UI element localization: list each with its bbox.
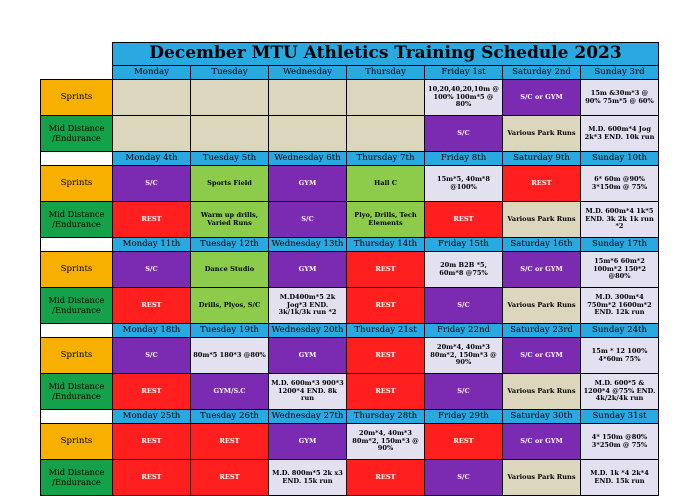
session-cell: GYM xyxy=(269,252,347,288)
session-cell: GYM xyxy=(269,338,347,374)
row-spacer xyxy=(41,410,113,424)
session-cell: M.D. 600m*3 900*3 1200*4 END. 8k run xyxy=(269,374,347,410)
corner-blank xyxy=(41,43,113,66)
week-header-row xyxy=(41,152,659,166)
session-cell: REST xyxy=(113,374,191,410)
session-cell: M.D. 1k *4 2k*4 END. 15k run xyxy=(581,460,659,496)
training-schedule-table xyxy=(40,42,659,496)
week-header-row xyxy=(41,238,659,252)
day-header: Tuesday 12th xyxy=(191,238,269,252)
day-header: Wednesday 13th xyxy=(269,238,347,252)
session-cell: REST xyxy=(503,166,581,202)
session-cell: S/C xyxy=(113,252,191,288)
session-cell: GYM xyxy=(269,166,347,202)
session-cell: Plyo, Drills, Tech Elements xyxy=(347,202,425,238)
mid-row xyxy=(41,288,659,324)
sprints-label: Sprints xyxy=(41,424,113,460)
session-cell: 20m*4, 40m*3 80m*2, 150m*3 @ 90% xyxy=(347,424,425,460)
session-cell xyxy=(347,116,425,152)
session-cell: M.D. 600*5 & 1200*4 @75% END. 4k/2k/4k run xyxy=(581,374,659,410)
session-cell: 80m*5 180*3 @80% xyxy=(191,338,269,374)
day-header: Wednesday 27th xyxy=(269,410,347,424)
session-cell xyxy=(347,80,425,116)
day-header: Friday 29th xyxy=(425,410,503,424)
day-header: Friday 15th xyxy=(425,238,503,252)
session-cell xyxy=(191,80,269,116)
session-cell: S/C xyxy=(425,374,503,410)
session-cell: 15m * 12 100% 4*60m 75% xyxy=(581,338,659,374)
day-header: Monday 25th xyxy=(113,410,191,424)
session-cell: S/C xyxy=(425,116,503,152)
session-cell: S/C xyxy=(425,288,503,324)
session-cell: REST xyxy=(347,460,425,496)
session-cell: S/C or GYM xyxy=(503,80,581,116)
session-cell xyxy=(191,116,269,152)
day-header: Tuesday 5th xyxy=(191,152,269,166)
session-cell xyxy=(269,80,347,116)
row-spacer xyxy=(41,152,113,166)
session-cell: Dance Studio xyxy=(191,252,269,288)
session-cell: M.D. 600m*4 1k*5 END. 3k 2k 1k run *2 xyxy=(581,202,659,238)
day-header: Thursday 21st xyxy=(347,324,425,338)
sprints-label: Sprints xyxy=(41,338,113,374)
session-cell: 20m B2B *5, 60m*8 @75% xyxy=(425,252,503,288)
day-header: Sunday 17th xyxy=(581,238,659,252)
mid-distance-label: Mid Distance /Endurance xyxy=(41,288,113,324)
session-cell: 15m*6 60m*2 100m*2 150*2 @80% xyxy=(581,252,659,288)
mid-row xyxy=(41,116,659,152)
session-cell: S/C or GYM xyxy=(503,338,581,374)
day-header: Monday 18th xyxy=(113,324,191,338)
session-cell: REST xyxy=(425,424,503,460)
day-header: Wednesday 6th xyxy=(269,152,347,166)
session-cell: M.D400m*5 2k Jog*3 END. 3k/1k/3k run *2 xyxy=(269,288,347,324)
session-cell: REST xyxy=(347,374,425,410)
sprints-row xyxy=(41,252,659,288)
session-cell: S/C xyxy=(425,460,503,496)
day-header: Monday xyxy=(113,66,191,80)
session-cell: 15m &30m*3 @ 90% 75m*5 @ 60% xyxy=(581,80,659,116)
session-cell: REST xyxy=(113,424,191,460)
session-cell: S/C xyxy=(113,166,191,202)
session-cell xyxy=(113,116,191,152)
session-cell: REST xyxy=(347,252,425,288)
mid-distance-label: Mid Distance /Endurance xyxy=(41,116,113,152)
day-header: Tuesday 26th xyxy=(191,410,269,424)
session-cell: Warm up drills, Varied Runs xyxy=(191,202,269,238)
row-spacer xyxy=(41,324,113,338)
session-cell: S/C or GYM xyxy=(503,252,581,288)
session-cell: S/C or GYM xyxy=(503,424,581,460)
mid-row xyxy=(41,202,659,238)
day-header: Monday 11th xyxy=(113,238,191,252)
session-cell: S/C xyxy=(269,202,347,238)
week-header-row xyxy=(41,410,659,424)
sprints-label: Sprints xyxy=(41,80,113,116)
day-header: Saturday 2nd xyxy=(503,66,581,80)
session-cell: M.D. 800m*5 2k x3 END. 15k run xyxy=(269,460,347,496)
day-header: Tuesday xyxy=(191,66,269,80)
session-cell: REST xyxy=(191,460,269,496)
day-header: Sunday 10th xyxy=(581,152,659,166)
week-header-row xyxy=(41,324,659,338)
session-cell: REST xyxy=(425,202,503,238)
session-cell: M.D. 300m*4 750m*2 1600m*2 END. 12k run xyxy=(581,288,659,324)
session-cell: REST xyxy=(113,460,191,496)
session-cell: 20m*4, 40m*3 80m*2, 150m*3 @ 90% xyxy=(425,338,503,374)
day-header: Friday 8th xyxy=(425,152,503,166)
day-header: Thursday 14th xyxy=(347,238,425,252)
day-header: Wednesday 20th xyxy=(269,324,347,338)
session-cell: Various Park Runs xyxy=(503,374,581,410)
day-header: Sunday 24th xyxy=(581,324,659,338)
day-header: Tuesday 19th xyxy=(191,324,269,338)
session-cell: GYM/S.C xyxy=(191,374,269,410)
session-cell: Various Park Runs xyxy=(503,116,581,152)
day-header: Saturday 23rd xyxy=(503,324,581,338)
day-header: Thursday xyxy=(347,66,425,80)
sprints-row xyxy=(41,166,659,202)
session-cell: S/C xyxy=(113,338,191,374)
day-header: Sunday 31st xyxy=(581,410,659,424)
session-cell: Various Park Runs xyxy=(503,288,581,324)
day-header: Monday 4th xyxy=(113,152,191,166)
sprints-row xyxy=(41,424,659,460)
day-header: Thursday 28th xyxy=(347,410,425,424)
session-cell: GYM xyxy=(269,424,347,460)
sprints-label: Sprints xyxy=(41,166,113,202)
day-header: Friday 1st xyxy=(425,66,503,80)
session-cell: M.D. 600m*4 Jog 2k*3 END. 10k run xyxy=(581,116,659,152)
day-header: Saturday 30th xyxy=(503,410,581,424)
day-header: Saturday 16th xyxy=(503,238,581,252)
mid-row xyxy=(41,460,659,496)
session-cell: Various Park Runs xyxy=(503,460,581,496)
session-cell: 4* 150m @80% 3*250m @ 75% xyxy=(581,424,659,460)
row-spacer xyxy=(41,66,113,80)
day-header: Wednesday xyxy=(269,66,347,80)
mid-distance-label: Mid Distance /Endurance xyxy=(41,460,113,496)
session-cell: REST xyxy=(347,288,425,324)
row-spacer xyxy=(41,238,113,252)
week-header-row xyxy=(41,66,659,80)
session-cell: 15m*5, 40m*8 @100% xyxy=(425,166,503,202)
session-cell: Hall C xyxy=(347,166,425,202)
session-cell: REST xyxy=(347,338,425,374)
session-cell xyxy=(113,80,191,116)
day-header: Saturday 9th xyxy=(503,152,581,166)
mid-distance-label: Mid Distance /Endurance xyxy=(41,374,113,410)
session-cell: Sports Field xyxy=(191,166,269,202)
session-cell: Various Park Runs xyxy=(503,202,581,238)
session-cell: 10,20,40,20,10m @ 100% 100m*5 @ 80% xyxy=(425,80,503,116)
session-cell: 6* 60m @90% 3*150m @ 75% xyxy=(581,166,659,202)
session-cell: Drills, Plyos, S/C xyxy=(191,288,269,324)
sprints-row xyxy=(41,338,659,374)
day-header: Thursday 7th xyxy=(347,152,425,166)
session-cell: REST xyxy=(191,424,269,460)
mid-distance-label: Mid Distance /Endurance xyxy=(41,202,113,238)
page-title: December MTU Athletics Training Schedule 2023 xyxy=(113,43,659,66)
sprints-label: Sprints xyxy=(41,252,113,288)
session-cell: REST xyxy=(113,288,191,324)
day-header: Friday 22nd xyxy=(425,324,503,338)
sprints-row xyxy=(41,80,659,116)
session-cell: REST xyxy=(113,202,191,238)
mid-row xyxy=(41,374,659,410)
day-header: Sunday 3rd xyxy=(581,66,659,80)
session-cell xyxy=(269,116,347,152)
